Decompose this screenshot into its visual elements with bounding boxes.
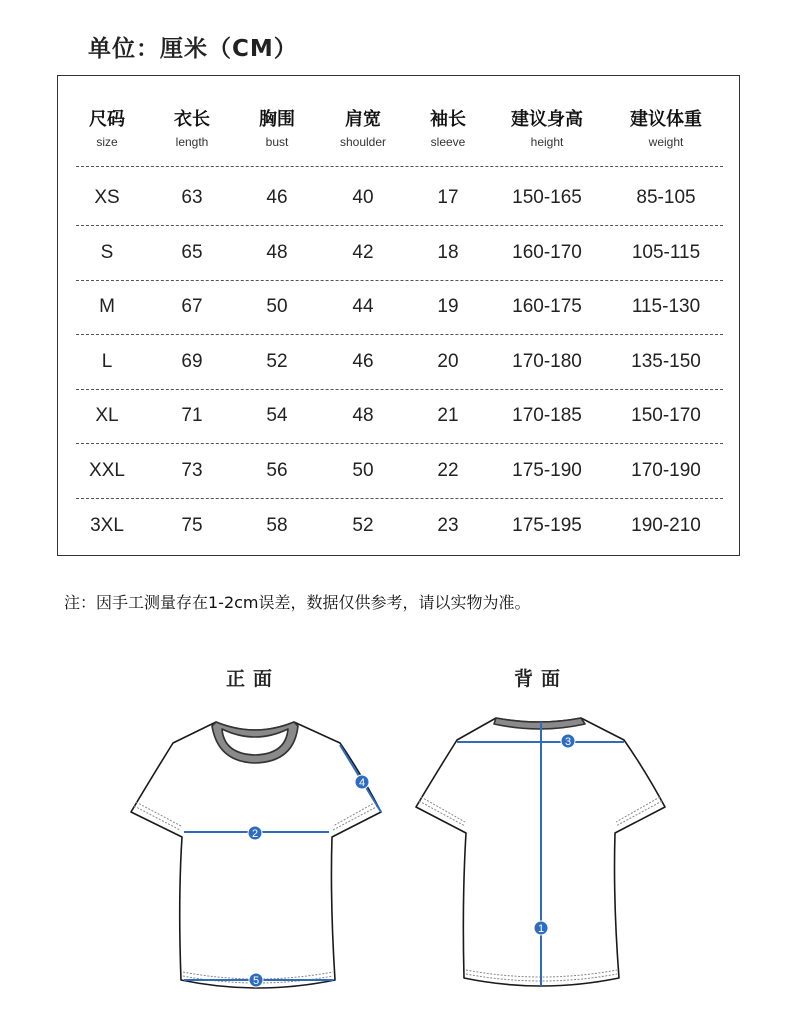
table-cell: XS (94, 187, 120, 208)
table-cell: 150-165 (512, 187, 582, 208)
table-cell: L (101, 350, 113, 372)
svg-text:2: 2 (251, 828, 259, 840)
table-cell: 50 (352, 460, 374, 481)
table-cell: 52 (266, 350, 288, 372)
table-cell: 135-150 (631, 350, 701, 372)
table-cell: 73 (181, 460, 203, 481)
column-header-en: shoulder (339, 135, 387, 149)
front-view-label: 正面 (225, 668, 281, 690)
column-header: 建议体重 (630, 109, 702, 130)
column-header: 袖长 (430, 109, 466, 130)
table-cell: M (99, 296, 115, 318)
table-cell: 50 (266, 296, 288, 318)
table-cell: 150-170 (631, 405, 701, 427)
table-cell: S (100, 241, 114, 263)
column-header-en: length (175, 135, 209, 149)
table-cell: 22 (437, 460, 459, 481)
table-cell: 175-190 (512, 460, 582, 481)
column-header: 建议身高 (511, 109, 583, 130)
table-cell: 48 (266, 241, 288, 263)
table-cell: 170-180 (512, 350, 582, 372)
table-cell: 67 (181, 296, 203, 318)
table-cell: 23 (437, 514, 459, 536)
svg-text:1: 1 (537, 923, 545, 935)
column-header: 胸围 (259, 109, 295, 130)
table-cell: 46 (266, 187, 288, 208)
column-header-en: bust (265, 135, 289, 149)
table-cell: 175-195 (512, 514, 582, 536)
table-cell: XL (95, 405, 119, 427)
column-header-en: size (96, 135, 118, 149)
column-header-en: sleeve (430, 135, 466, 149)
table-cell: 58 (266, 514, 288, 536)
table-cell: 48 (352, 405, 374, 427)
table-cell: 160-170 (512, 241, 582, 263)
table-cell: 85-105 (636, 187, 696, 208)
column-header: 肩宽 (345, 109, 381, 130)
column-header-en: weight (648, 135, 684, 149)
table-cell: 18 (437, 241, 459, 263)
column-header-en: height (530, 135, 564, 149)
table-cell: 40 (352, 187, 374, 208)
table-cell: 75 (181, 514, 203, 536)
measurement-marker-2 (248, 826, 262, 840)
table-cell: 54 (266, 405, 288, 427)
measurement-marker-1 (534, 921, 548, 935)
table-cell: 20 (437, 350, 459, 372)
table-cell: XXL (89, 460, 125, 481)
table-cell: 46 (352, 350, 374, 372)
table-cell: 105-115 (631, 241, 701, 263)
table-cell: 160-175 (512, 296, 582, 318)
table-cell: 19 (437, 296, 459, 318)
table-cell: 52 (352, 514, 374, 536)
table-cell: 44 (352, 296, 374, 318)
table-cell: 56 (266, 460, 288, 481)
table-cell: 170-190 (631, 460, 701, 481)
table-cell: 170-185 (512, 405, 582, 427)
measurement-marker-4 (355, 775, 369, 789)
table-cell: 21 (437, 405, 459, 427)
table-cell: 115-130 (631, 296, 701, 318)
measurement-marker-3 (561, 734, 575, 748)
svg-text:4: 4 (358, 777, 366, 789)
table-cell: 71 (181, 405, 203, 427)
table-cell: 69 (181, 350, 203, 372)
table-cell: 65 (181, 241, 203, 263)
table-cell: 3XL (90, 514, 124, 536)
measurement-marker-5 (249, 973, 263, 987)
table-cell: 42 (352, 241, 374, 263)
column-header: 尺码 (89, 109, 125, 130)
table-cell: 17 (437, 187, 459, 208)
table-cell: 190-210 (631, 514, 701, 536)
unit-title: 单位：厘米（CM） (88, 36, 298, 62)
back-view-label: 背面 (513, 668, 569, 690)
measurement-note: 注：因手工测量存在1-2cm误差，数据仅供参考，请以实物为准。 (64, 593, 531, 612)
column-header: 衣长 (174, 109, 210, 130)
svg-text:3: 3 (564, 736, 572, 748)
table-cell: 63 (181, 187, 203, 208)
svg-text:5: 5 (252, 975, 260, 987)
